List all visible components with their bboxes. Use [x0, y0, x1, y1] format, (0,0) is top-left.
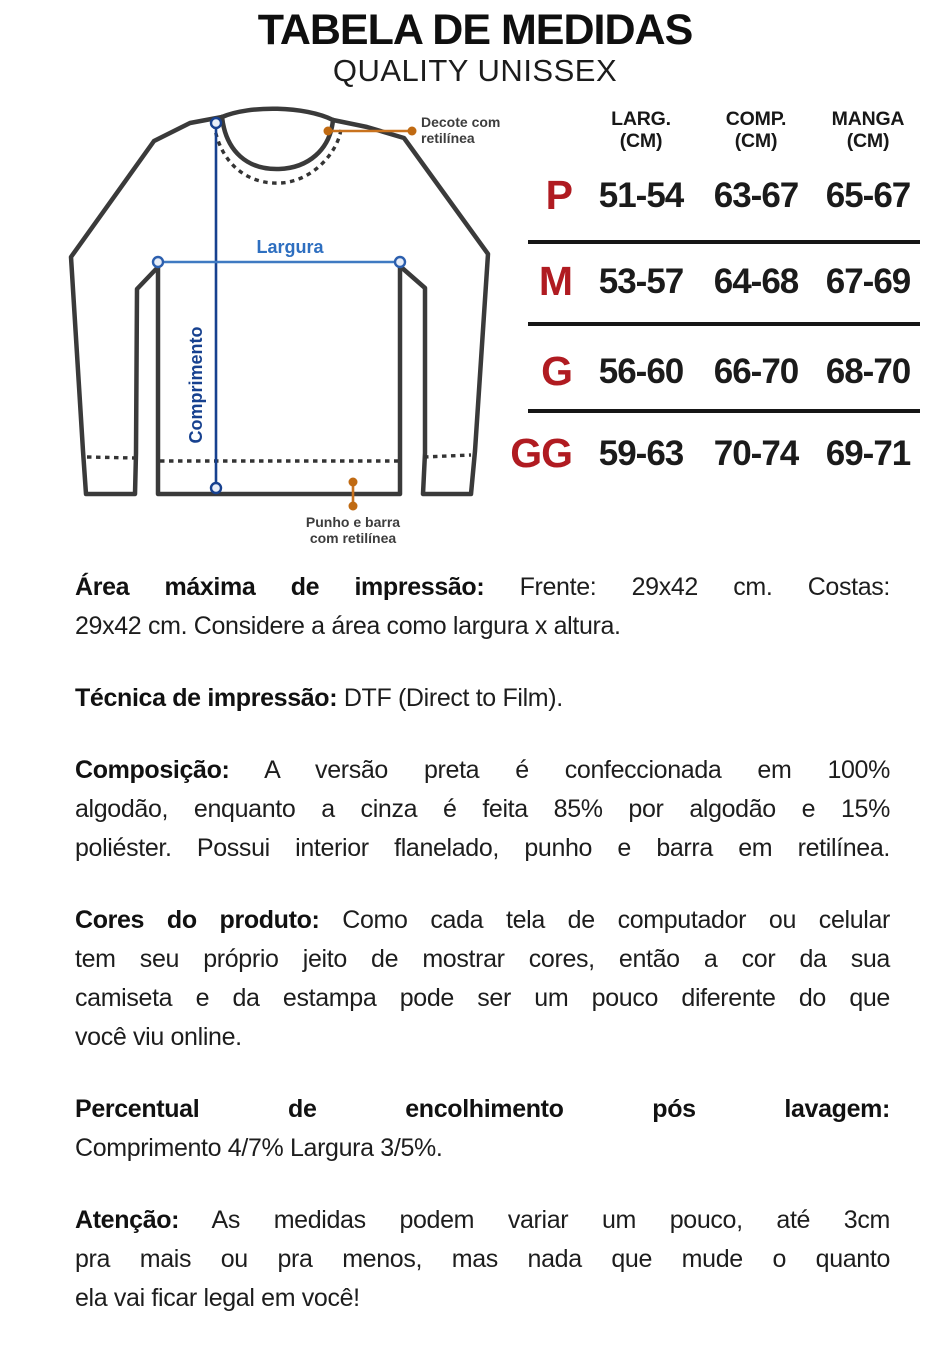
- manga-cell: 69-71: [825, 433, 911, 473]
- table-row-gg: [500, 430, 935, 477]
- garment-left-cuff-dashed: [87, 457, 134, 458]
- larg-cell: 59-63: [598, 433, 684, 473]
- paragraph-text: pra mais ou pra menos, mas nada que mude o quanto: [75, 1245, 890, 1273]
- text-line: [75, 679, 890, 718]
- paragraph-text: ela vai ficar legal em você!: [75, 1284, 360, 1312]
- size-cell: GG: [510, 430, 572, 476]
- paragraph-text: Comprimento 4/7% Largura 3/5%.: [75, 1134, 443, 1162]
- length-label: Comprimento: [186, 326, 206, 444]
- paragraph-text: tem seu próprio jeito de mostrar cores, então a cor da sua: [75, 945, 890, 973]
- neck-label-line2: retilínea: [421, 130, 475, 146]
- table-row-g: [500, 348, 935, 395]
- column-header-manga-line2: (CM): [846, 130, 890, 152]
- text-line: [75, 1279, 890, 1318]
- garment-collar-front: [222, 117, 333, 169]
- size-table: [500, 100, 935, 500]
- neck-label-line1: Decote com: [421, 114, 501, 130]
- text-line: [75, 901, 890, 940]
- text-line: [75, 790, 890, 829]
- text-line: [75, 940, 890, 979]
- garment-right-cuff-dashed: [424, 455, 471, 457]
- column-header-manga: [812, 108, 924, 152]
- text-line: [75, 1129, 890, 1168]
- text-line: [75, 751, 890, 790]
- text-line: [75, 829, 890, 868]
- larg-cell: 56-60: [598, 351, 684, 391]
- column-header-larg-line1: LARG.: [611, 108, 671, 130]
- table-row-p: [500, 172, 935, 219]
- length-measure-top-ring: [211, 118, 221, 128]
- text-line: [75, 1201, 890, 1240]
- page-subtitle: QUALITY UNISSEX: [332, 53, 618, 88]
- garment-right-sleeve: [333, 120, 488, 494]
- paragraph-text: Frente: 29x42 cm. Costas:: [484, 573, 890, 601]
- table-divider: [528, 409, 920, 413]
- paragraph-label: Composição:: [75, 756, 230, 784]
- paragraph-label: Técnica de impressão:: [75, 684, 338, 712]
- info-text-block: [75, 568, 890, 1350]
- column-header-comp: [700, 108, 812, 152]
- manga-cell: 68-70: [825, 351, 911, 391]
- comp-cell: 66-70: [713, 351, 799, 391]
- paragraph-label: Área máxima de impressão:: [75, 573, 485, 601]
- larg-cell: 51-54: [598, 175, 684, 215]
- size-cell: M: [538, 258, 572, 304]
- paragraph-text: As medidas podem variar um pouco, até 3cm: [179, 1206, 890, 1234]
- size-cell: P: [545, 172, 572, 218]
- text-line: [75, 979, 890, 1018]
- paragraph-text: 29x42 cm. Considere a área como largura x altura.: [75, 612, 621, 640]
- paragraph-label: Atenção:: [75, 1206, 180, 1234]
- paragraph-text: poliéster. Possui interior flanelado, punho e barra em retilínea.: [75, 834, 890, 862]
- comp-cell: 70-74: [713, 433, 799, 473]
- manga-cell: 65-67: [825, 175, 911, 215]
- paragraph-print-technique: [75, 679, 890, 718]
- paragraph-print-area: [75, 568, 890, 646]
- column-header-larg-line2: (CM): [619, 130, 663, 152]
- garment-diagram: [50, 90, 510, 560]
- paragraph-shrinkage: [75, 1090, 890, 1168]
- paragraph-text: DTF (Direct to Film).: [337, 684, 563, 712]
- comp-cell: 63-67: [713, 175, 799, 215]
- table-row-m: [500, 258, 935, 305]
- comp-cell: 64-68: [713, 261, 799, 301]
- paragraph-attention: [75, 1201, 890, 1318]
- hem-label-line1: Punho e barra: [305, 514, 401, 530]
- paragraph-text: Como cada tela de computador ou celular: [319, 906, 890, 934]
- column-header-manga-line1: MANGA: [831, 108, 905, 130]
- paragraph-label: Percentual de encolhimento pós lavagem:: [75, 1095, 890, 1123]
- garment-collar-top: [222, 109, 333, 120]
- width-measure-left-ring: [153, 257, 163, 267]
- hem-label-line2: com retilínea: [309, 530, 397, 546]
- text-line: [75, 568, 890, 607]
- neck-annotation-dot-right: [408, 127, 417, 136]
- paragraph-label: Cores do produto:: [75, 906, 320, 934]
- paragraph-product-colors: [75, 901, 890, 1057]
- column-header-larg: [582, 108, 700, 152]
- hem-annotation-dot-bottom: [349, 502, 358, 511]
- paragraph-composition: [75, 751, 890, 868]
- width-measure-right-ring: [395, 257, 405, 267]
- text-line: [75, 1090, 890, 1129]
- larg-cell: 53-57: [598, 261, 684, 301]
- width-label: Largura: [256, 237, 324, 257]
- text-line: [75, 1240, 890, 1279]
- hem-annotation-dot-top: [349, 478, 358, 487]
- page-title: TABELA DE MEDIDAS: [257, 6, 693, 54]
- paragraph-text: algodão, enquanto a cinza é feita 85% por algodão e 15%: [75, 795, 890, 823]
- manga-cell: 67-69: [825, 261, 911, 301]
- table-divider: [528, 240, 920, 244]
- paragraph-text: A versão preta é confeccionada em 100%: [229, 756, 890, 784]
- text-line: [75, 607, 890, 646]
- paragraph-text: camiseta e da estampa pode ser um pouco diferente do que: [75, 984, 890, 1012]
- table-divider: [528, 322, 920, 326]
- length-measure-bottom-ring: [211, 483, 221, 493]
- column-header-comp-line2: (CM): [734, 130, 778, 152]
- size-table-header: [500, 108, 935, 152]
- size-cell: G: [541, 348, 572, 394]
- column-header-comp-line1: COMP.: [725, 108, 787, 130]
- neck-annotation-dot-left: [324, 127, 333, 136]
- text-line: [75, 1018, 890, 1057]
- garment-collar-ribbing-dashed: [214, 124, 341, 183]
- paragraph-text: você viu online.: [75, 1023, 242, 1051]
